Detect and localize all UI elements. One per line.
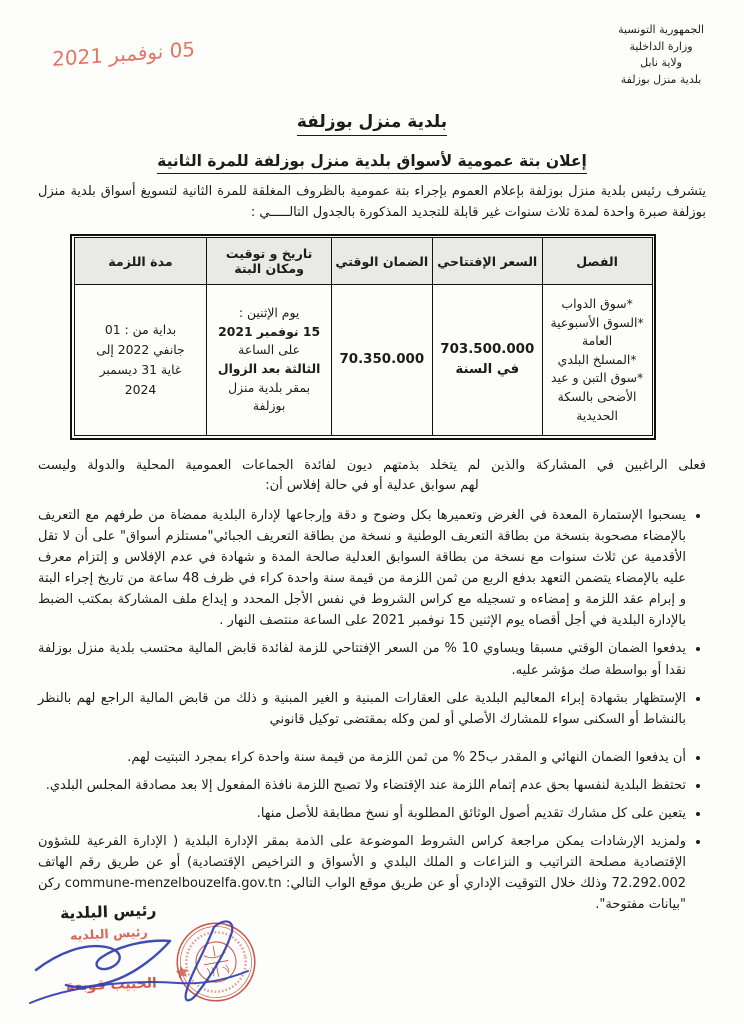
auction-table xyxy=(74,237,653,436)
table-row xyxy=(74,285,652,436)
cell-auction-datetime-place: يوم الإثنين : 15 نوفمبر 2021 على الساعة الثالثة بعد الزوال بمقر بلدية منزل بوزلفة xyxy=(207,285,331,436)
conditions-list xyxy=(38,505,706,915)
header-temporary-guarantee: الضمان الوقتي xyxy=(331,238,432,285)
mayor-title-stamp-text: رئيس البلديه xyxy=(69,923,149,944)
header-opening-price: السعر الإفتتاحي xyxy=(432,238,542,285)
letterhead xyxy=(618,22,704,88)
letterhead-municipality: بلدية منزل بوزلفة xyxy=(620,72,702,86)
cell-temporary-guarantee: 70.350.000 xyxy=(331,285,432,436)
mayor-name-stamp-text: الحبيب قوبعة xyxy=(65,975,158,995)
municipality-title: بلدية منزل بوزلفة xyxy=(38,112,706,132)
date-stamp: 05 نوفمبر 2021 xyxy=(52,36,195,72)
condition-final-guarantee: • أن يدفعوا الضمان النهائي و المقدر ب25 % من ثمن اللزمة من قيمة سنة واحدة كراء بمجرد التبتيت لهم. xyxy=(38,747,686,768)
condition-withdraw-form: • يسحبوا الإستمارة المعدة في الغرض وتعميرها بكل وضوح و دقة وإرجاعها لإدارة البلدية ممضاة من طرفهم مع التعريف بالإمضاء مصحوبة بنسخة من بطاقة التعريف الوطنية و نسخة من بطاقة التعريف الجبائي"مستلزم أسواق" على أن لا تقل الأقدمية عن ثلاث سنوات مع نسخة من بطاقة السوابق العدلية صالحة المدة و شهادة في عدم الإفلاس و إلتزام معرف عليه بالإمضاء يتضمن التعهد بدفع الربع من ثمن اللزمة من قيمة سنة واحدة كراء في ظرف 48 ساعة من تاريخ إجراء البتة و إبرام عقد اللزمة و إمضاءه و تسجيله مع كراس الشروط في نفس الأجل المحدد و إيداع ملف المشاركة بمكتب الضبط بالإدارة البلدية في أجل أقصاه يوم الإثنين 15 نوفمبر 2021 على الساعة منتصف النهار . xyxy=(38,505,686,631)
header-item: الفصل xyxy=(542,238,652,285)
conditions-intro-line1: فعلى الراغبين في المشاركة والذين لم يتخلد بذمتهم ديون لفائدة الجماعات العمومية المحلية والدولة وليست xyxy=(38,457,706,473)
header-auction-datetime-place: تاريخ و توقيت ومكان البتة xyxy=(207,238,331,285)
cell-duration: بداية من : 01 جانفي 2022 إلى غاية 31 ديسمبر 2024 xyxy=(74,285,207,436)
letterhead-governorate: ولاية نابل xyxy=(640,56,682,69)
table-header-row xyxy=(74,238,652,285)
mayor-title-printed: رئيس البلدية xyxy=(59,901,157,923)
cell-opening-price: 703.500.000 في السنة xyxy=(432,285,542,436)
announcement-title: إعلان بتة عمومية لأسواق بلدية منزل بوزلفة للمرة الثانية xyxy=(38,152,706,170)
auction-table-wrapper xyxy=(70,234,656,440)
final-bullet-tail: ركن "بيانات مفتوحة". xyxy=(38,875,686,912)
header-duration: مدة اللزمة xyxy=(74,238,207,285)
letterhead-republic: الجمهورية التونسية xyxy=(618,23,704,36)
condition-municipality-right: • تحتفظ البلدية لنفسها بحق عدم إتمام اللزمة عند الإقتضاء ولا تصبح اللزمة نافذة المفعول إلا بعد مصادقة المجلس البلدي. xyxy=(38,775,686,796)
cell-items: *سوق الدواب *السوق الأسبوعية العامة *المسلخ البلدي *سوق التبن و عيد الأضحى بالسكة الحديدية xyxy=(542,285,652,436)
condition-original-documents: • يتعين على كل مشارك تقديم أصول الوثائق المطلوبة أو نسخ مطابقة للأصل منها. xyxy=(38,803,686,824)
final-bullet-text: ولمزيد الإرشادات يمكن مراجعة كراس الشروط الموضوعة على الذمة بمقر الإدارة البلدية ( الإدارة الفرعية للشؤون الإقتصادية مصلحة التراتيب و النزاعات و الملك البلدي و الأسواق و التراخيص الإقتصادية) أو عن طريق رقم الهاتف 72.292.002 وذلك خلال التوقيت الإداري أو عن طريق موقع الواب التالي: xyxy=(38,833,687,891)
website-url: commune-menzelbouzelfa.gov.tn xyxy=(64,875,282,891)
condition-pay-temporary-guarantee: • يدفعوا الضمان الوقتي مسبقا ويساوي 10 % من السعر الإفتتاحي للزمة لفائدة قابض المالية محتسب بلدية منزل بوزلفة نقدا أو بواسطة صك مؤشر عليه. xyxy=(38,638,686,680)
letterhead-ministry: وزارة الداخلية xyxy=(629,39,693,53)
handwritten-signature xyxy=(18,915,253,1010)
condition-tax-clearance: • الإستظهار بشهادة إبراء المعاليم البلدية على العقارات المبنية و الغير المبنية و ذلك من قابض المالية الراجع لهم بالنظر بالنشاط أو السكنى سواء للمشارك الأصلي أو لمن وكله بمقتضى توكيل قانوني xyxy=(38,688,686,730)
conditions-intro-line2: لهم سوابق عدلية أو في حالة إفلاس أن: xyxy=(265,478,479,494)
intro-paragraph: يتشرف رئيس بلدية منزل بوزلفة بإعلام العموم بإجراء بتة عمومية بالظروف المغلقة للمرة الثانية لتسويغ أسواق بلدية منزل بوزلفة صبرة واحدة لمدة ثلاث سنوات غير قابلة للتجديد المذكورة بالجدول التالـــــي : xyxy=(38,184,706,220)
